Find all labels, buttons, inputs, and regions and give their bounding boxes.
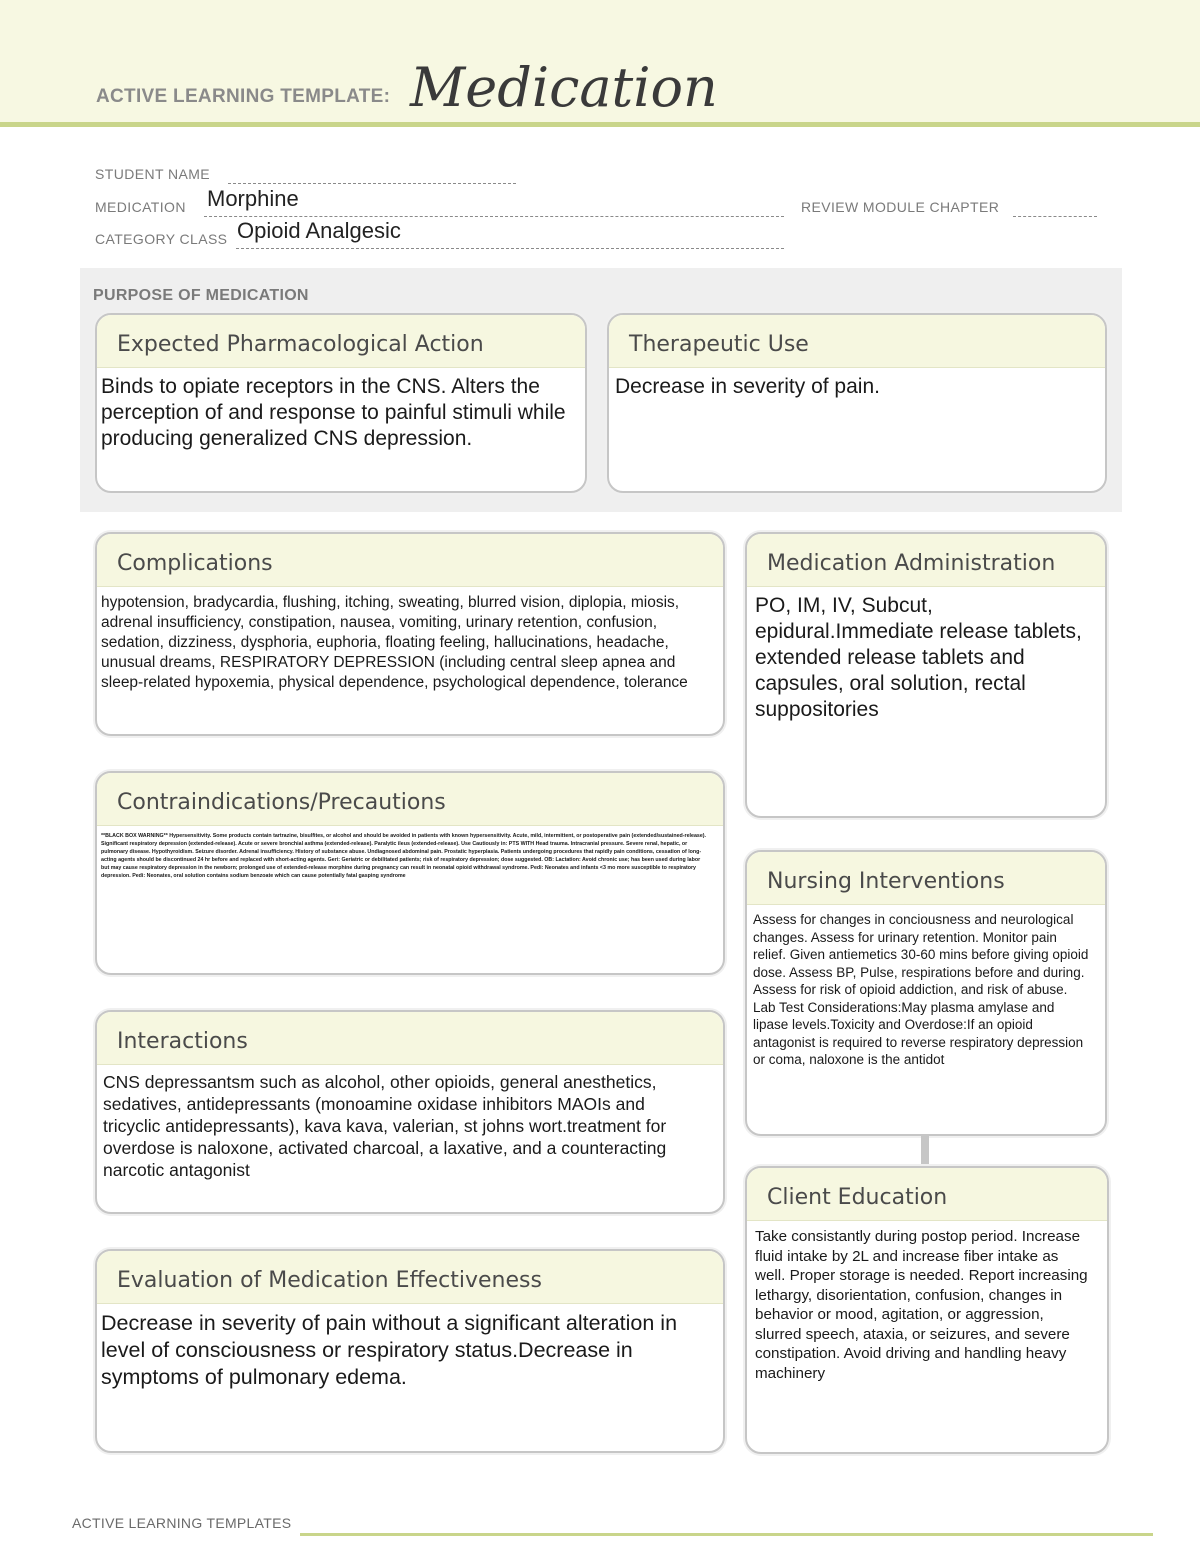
nursing-box xyxy=(745,850,1107,1136)
student-name-field[interactable] xyxy=(228,183,516,184)
administration-text[interactable]: PO, IM, IV, Subcut, epidural.Immediate release tablets, extended release tablets and capsules, oral solution, rectal suppositories xyxy=(755,594,1082,721)
box-header xyxy=(97,534,723,587)
student-name-label: STUDENT NAME xyxy=(95,166,210,182)
review-module-field[interactable] xyxy=(1013,216,1097,217)
contraindications-text[interactable]: **BLACK BOX WARNING** Hypersensitivity. Some products contain tartrazine, bisulfites, or alcohol and should be avoided in patients with known hypersensitivity. Acute, mild, intermittent, or postoperative pain (extended/sustained-release). Significant respiratory depression (extended-release). Acute or severe bronchial asthma (extended-release). Paralytic ileus (extended-release). Use Cautiously in: PTS WITH Head trauma. Intracranial pressure. Severe renal, hepatic, or pulmonary disease. Hypothyroidism. Seizure disorder. Adrenal insufficiency. History of substance abuse. Undiagnosed abdominal pain. Prostatic hyperplasia. Patients undergoing procedures that rapidly pain conditions, cessation of long-acting agents should be discontinued 24 hr before and replaced with short-acting agents. Geri: Geriatric or debilitated patients; risk of respiratory depression; dose suggested. OB: Lactation: Avoid chronic use; has been used during labor but may cause respiratory depression in the newborn; prolonged use of extended-release morphine during pregnancy can result in neonatal opioid withdrawal syndrome. Pedi: Neonates and infants <3 mo more susceptible to respiratory depression. Pedi: Neonates, oral solution contains sodium benzoate which can cause potentially fatal gasping syndrome xyxy=(101,833,707,879)
administration-box xyxy=(745,532,1107,818)
complications-title: Complications xyxy=(117,551,273,576)
box-header xyxy=(609,315,1105,368)
interactions-title: Interactions xyxy=(117,1029,248,1054)
expected-action-text[interactable]: Binds to opiate receptors in the CNS. Alters the perception of and response to painful stimuli while producing generalized CNS depression. xyxy=(101,375,566,450)
evaluation-title: Evaluation of Medication Effectiveness xyxy=(117,1268,542,1293)
administration-title: Medication Administration xyxy=(767,551,1056,576)
expected-action-box xyxy=(95,313,587,493)
page-title: Medication xyxy=(410,56,718,119)
box-header xyxy=(97,1251,723,1304)
evaluation-box xyxy=(95,1249,725,1453)
client-education-text[interactable]: Take consistantly during postop period. Increase fluid intake by 2L and increase fiber intake as well. Proper storage is needed. Report increasing lethargy, disorientation, confusion, changes in behavior or mood, agitation, or aggression, slurred speech, ataxia, or seizures, and severe constipation. Avoid driving and handling heavy machinery xyxy=(755,1228,1088,1382)
medication-field[interactable] xyxy=(204,216,784,217)
box-header xyxy=(97,773,723,826)
header-rule xyxy=(0,122,1200,127)
medication-label: MEDICATION xyxy=(95,199,186,215)
interactions-text[interactable]: CNS depressantsm such as alcohol, other opioids, general anesthetics, sedatives, antidepressants (monoamine oxidase inhibitors MAOIs and tricyclic antidepressants), kava kava, valerian, st johns wort.treatment for overdose is naloxone, activated charcoal, a laxative, and a counteracting narcotic antagonist xyxy=(103,1072,667,1180)
client-education-box xyxy=(745,1166,1109,1454)
client-education-title: Client Education xyxy=(767,1185,948,1210)
evaluation-text[interactable]: Decrease in severity of pain without a significant alteration in level of consciousness or respiratory status.Decrease in symptoms of pulmonary edema. xyxy=(101,1311,678,1389)
box-header xyxy=(97,1012,723,1065)
box-header xyxy=(97,315,585,368)
medication-value: Morphine xyxy=(207,186,299,211)
therapeutic-use-title: Therapeutic Use xyxy=(629,332,809,357)
complications-text[interactable]: hypotension, bradycardia, flushing, itching, sweating, blurred vision, diplopia, miosis, adrenal insufficiency, constipation, nausea, vomiting, urinary retention, confusion, sedation, dizziness, dysphoria, euphoria, floating feeling, hallucinations, headache, unusual dreams, RESPIRATORY DEPRESSION (including central sleep apnea and sleep-related hypoxemia, physical dependence, psychological dependence, tolerance xyxy=(101,594,688,691)
connector-line xyxy=(921,1134,929,1166)
box-header xyxy=(747,534,1105,587)
therapeutic-use-box xyxy=(607,313,1107,493)
template-label: ACTIVE LEARNING TEMPLATE: xyxy=(96,86,391,107)
nursing-title: Nursing Interventions xyxy=(767,869,1005,894)
category-class-field[interactable] xyxy=(236,248,784,249)
box-header xyxy=(747,1168,1107,1221)
footer-label: ACTIVE LEARNING TEMPLATES xyxy=(72,1515,292,1531)
purpose-title: PURPOSE OF MEDICATION xyxy=(93,287,309,304)
category-class-label: CATEGORY CLASS xyxy=(95,231,228,247)
complications-box xyxy=(95,532,725,736)
contraindications-title: Contraindications/Precautions xyxy=(117,790,446,815)
nursing-text[interactable]: Assess for changes in conciousness and neurological changes. Assess for urinary retention. Monitor pain relief. Given antiemetics 30-60 mins before giving opioid dose. Assess BP, Pulse, respirations before and during. Assess for risk of opioid addiction, and risk of abuse. Lab Test Considerations:May plasma amylase and lipase levels.Toxicity and Overdose:If an opioid antagonist is required to reverse respiratory depression or coma, naloxone is the antidot xyxy=(753,912,1089,1067)
interactions-box xyxy=(95,1010,725,1214)
therapeutic-use-text[interactable]: Decrease in severity of pain. xyxy=(615,375,880,398)
expected-action-title: Expected Pharmacological Action xyxy=(117,332,484,357)
footer-rule xyxy=(300,1533,1153,1536)
contraindications-box xyxy=(95,771,725,975)
review-module-label: REVIEW MODULE CHAPTER xyxy=(801,199,1000,215)
category-class-value: Opioid Analgesic xyxy=(237,218,401,243)
box-header xyxy=(747,852,1105,905)
